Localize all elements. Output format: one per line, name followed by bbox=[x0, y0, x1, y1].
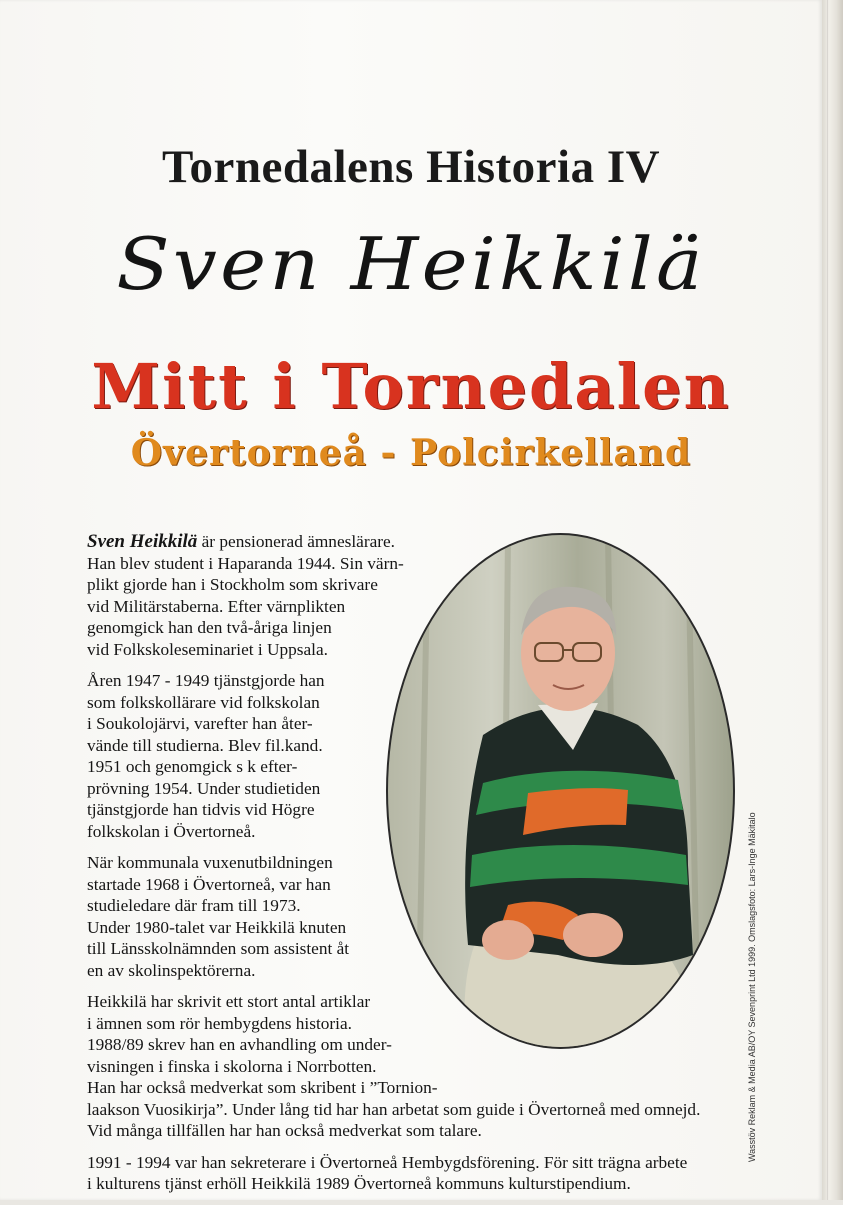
author-portrait bbox=[386, 533, 735, 1049]
bio-paragraph-4: Heikkilä har skrivit ett stort antal artiklar i ämnen som rör hembygdens historia. 1988/89 skrev han en avhandling om under- visningen i finska i skolorna i Norrbotten. Han har också medverkat som skribent i ”Tornion- laakson Vuosikirja”. Under lång tid har han arbetat som guide i Övertorneå med omnejd. Vid många tillfällen har han också medverkat som talare. bbox=[87, 992, 701, 1140]
author-name-script: Sven Heikkilä bbox=[116, 222, 706, 306]
print-credit: Wasstöv Reklam & Media AB/OY Sevenprint Ltd 1999. Omslagsfoto: Lars-Inge Mäkitalo bbox=[747, 812, 757, 1162]
bio-paragraph-5: 1991 - 1994 var han sekreterare i Övertorneå Hembygdsförening. För sitt trägna arbete i kulturens tjänst erhöll Heikkilä 1989 Övertorneå kommuns kulturstipendium. bbox=[87, 1152, 688, 1193]
bio-lead-name: Sven Heikkilä bbox=[87, 531, 198, 552]
bio-paragraph-3: När kommunala vuxenutbildningen startade 1968 i Övertorneå, var han studieledare där fram till 1973. Under 1980-talet var Heikkilä knuten till Länsskolnämnden som assistent åt en av skolinspektörerna. bbox=[87, 853, 350, 980]
book-subtitle-region: Övertorneå - Polcirkelland bbox=[130, 432, 692, 474]
book-subtitle: Mitt i Tornedalen bbox=[91, 350, 731, 423]
bio-paragraph-1-text: är pensionerad ämneslärare. Han blev student i Haparanda 1944. Sin värn- plikt gjorde han i Stockholm som skrivare vid Militärstaberna. Efter värnplikten genomgick han den två-åriga linjen vid Folkskoleseminariet i Uppsala. bbox=[87, 532, 404, 659]
bio-paragraph-2: Åren 1947 - 1949 tjänstgjorde han som folkskollärare vid folkskolan i Soukolojärvi, varefter han åter- vände till studierna. Blev fil.kand. 1951 och genomgick s k efter- prövning 1954. Under studietiden tjänstgjorde han tidvis vid Högre folkskolan i Övertorneå. bbox=[87, 671, 325, 841]
portrait-illustration bbox=[388, 535, 733, 1047]
book-spine-edge bbox=[822, 0, 843, 1200]
book-title: Tornedalens Historia IV bbox=[161, 141, 661, 193]
